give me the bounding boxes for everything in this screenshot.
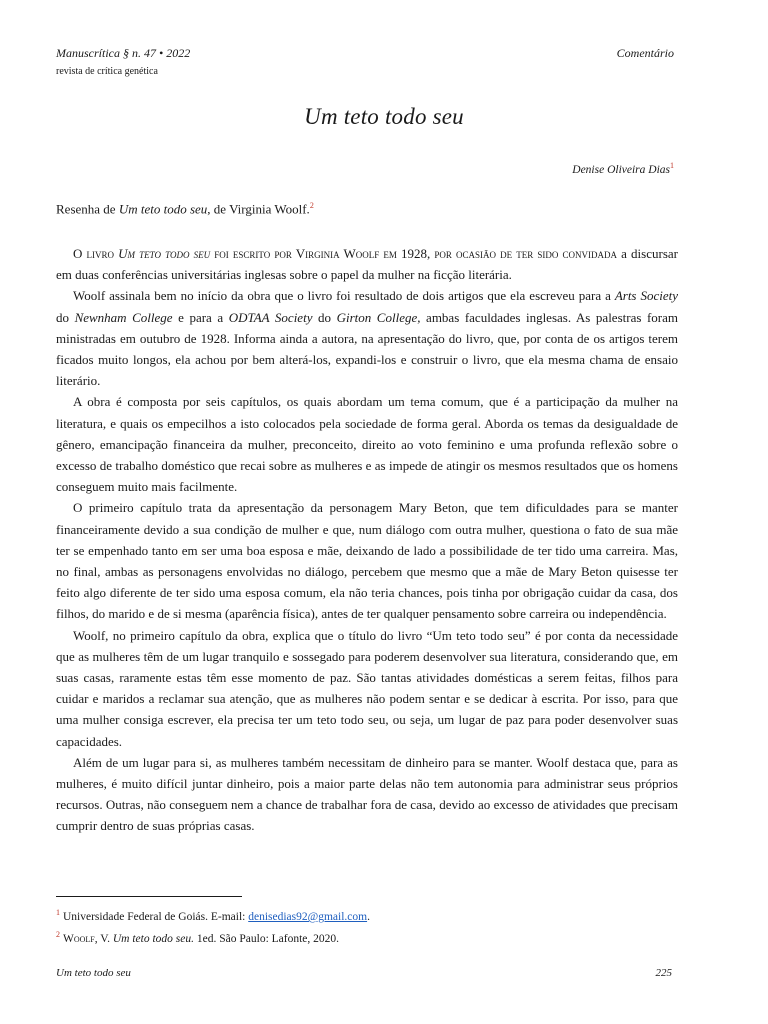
footnote-2-title: Um teto todo seu.	[112, 932, 195, 945]
footnote-2-text-a: , V.	[94, 932, 113, 945]
p2-newnham-college: Newnham College	[74, 309, 173, 325]
review-suffix: , de Virginia Woolf.	[207, 201, 310, 217]
p2-text-e: ambas faculdades inglesas. As palestras foram ministradas em outubro de 1928. Informa ainda a autora, na apresentação do livro, que, por conta de os artigos terem ficados muito longos, ela achou por bem alterá-los, expandi-los e construir o livro, que ela mesma chama de ensaio literário.	[56, 309, 678, 389]
footnote-2-number: 2	[56, 929, 60, 939]
paragraph-2	[56, 285, 678, 391]
footnote-divider	[56, 896, 242, 897]
running-footer-title: Um teto todo seu	[56, 967, 131, 979]
footnote-2-text-b: 1ed. São Paulo: Lafonte, 2020.	[194, 932, 340, 945]
review-prefix: Resenha de	[56, 201, 119, 217]
article-title: Um teto todo seu	[304, 104, 464, 129]
review-book-title: Um teto todo seu	[118, 201, 208, 217]
author-footnote-ref[interactable]: 1	[670, 161, 674, 170]
p2-text-b: do	[56, 309, 75, 325]
author-email-link[interactable]: denisedias92@gmail.com	[248, 910, 368, 923]
paragraph-1	[56, 243, 678, 285]
footnote-2-author: Woolf	[63, 932, 95, 945]
review-footnote-ref[interactable]: 2	[309, 201, 314, 210]
page-number: 225	[655, 967, 672, 979]
footnote-1	[56, 904, 370, 926]
journal-subtitle: revista de crítica genética	[56, 66, 158, 77]
section-label: Comentário	[616, 46, 674, 60]
author-name: Denise Oliveira Dias	[572, 163, 670, 176]
review-line	[56, 201, 314, 217]
p2-arts-society: Arts Society	[614, 288, 678, 304]
p2-text-c: e para a	[172, 309, 229, 325]
p1-smallcaps-title: Um teto todo seu	[118, 246, 211, 261]
p2-text-a: Woolf assinala bem no início da obra que o livro foi resultado de dois artigos que ela escreveu para a	[73, 288, 615, 304]
paragraph-6: Além de um lugar para si, as mulheres também necessitam de dinheiro para se manter. Woolf destaca que, para as mulheres, é muito difícil juntar dinheiro, pois a maior parte delas não tem autonomia para administrar seus próprios recursos. Outras, não conseguem nem a chance de trabalhar fora de casa, devido ao excesso de atividades que precisam cumprir dentro de suas próprias casas.	[56, 754, 678, 834]
footnote-1-end: .	[367, 910, 370, 923]
journal-name: Manuscrítica § n. 47 • 2022	[56, 46, 191, 60]
p2-girton-college: Girton College,	[336, 309, 421, 325]
p1-rest: a discursar em duas conferências universitárias inglesas sobre o papel da mulher na ficção literária.	[56, 246, 678, 283]
footnote-1-number: 1	[56, 908, 60, 917]
paragraph-3: A obra é composta por seis capítulos, os quais abordam um tema comum, que é a participação da mulher na literatura, e quais os empecilhos a isto colocados pela sociedade de forma geral. Aborda os temas da desigualdade de gênero, emancipação financeira da mulher, preconceito, direito ao voto feminino e uma profunda reflexão sobre o excesso de trabalho doméstico que recai sobre as mulheres e as impede de atingir os mesmos resultados que os homens conseguem muito mais facilmente.	[56, 394, 678, 495]
p2-odtaa-society: ODTAA Society	[228, 309, 313, 325]
paragraph-5: Woolf, no primeiro capítulo da obra, explica que o título do livro “Um teto todo seu” é por conta da necessidade que as mulheres têm de um lugar tranquilo e sossegado para poderem desenvolver sua literatura, considerando que, em suas casas, raramente estas têm esse momento de paz. São tantas atividades domésticas a serem feitas, filhos para cuidar e maridos a reclamar sua atenção, que as mulheres não podem sentar e se dedicar à escrita. Por isso, para que uma mulher consiga escrever, ela precisa ter um teto todo seu, ou seja, um lugar de paz para poder desenvolver suas capacidades.	[56, 627, 678, 749]
footnote-1-text: Universidade Federal de Goiás. E-mail:	[63, 910, 249, 923]
p1-smallcaps-start: O livro	[73, 246, 119, 261]
p2-text-d: do	[312, 309, 337, 325]
footnotes	[56, 904, 370, 948]
p1-smallcaps-end: foi escrito por Virginia Woolf em 1928, por ocasião de ter sido convidada	[210, 246, 618, 261]
article-body	[56, 243, 678, 837]
paragraph-4: O primeiro capítulo trata da apresentação da personagem Mary Beton, que tem dificuldades para se manter financeiramente devido a sua condição de mulher e que, num diálogo com outra mulher, questiona o fato de sua mãe ter se empenhado tanto em ser uma boa esposa e mãe, deixando de lado a possibilidade de ter tido uma carreira. Mas, no final, ambas as personagens envolvidas no diálogo, percebem que mesmo que a mãe de Mary Beton quisesse ter feito algo diferente de ter sido uma esposa comum, ela não teria chances, pois tinha por obrigação cuidar da casa, dos filhos, do marido e de si mesma (aparência física), antes de ter qualquer pensamento sobre carreira ou independência.	[56, 500, 678, 622]
author-line	[572, 161, 674, 176]
footnote-2	[56, 926, 370, 948]
